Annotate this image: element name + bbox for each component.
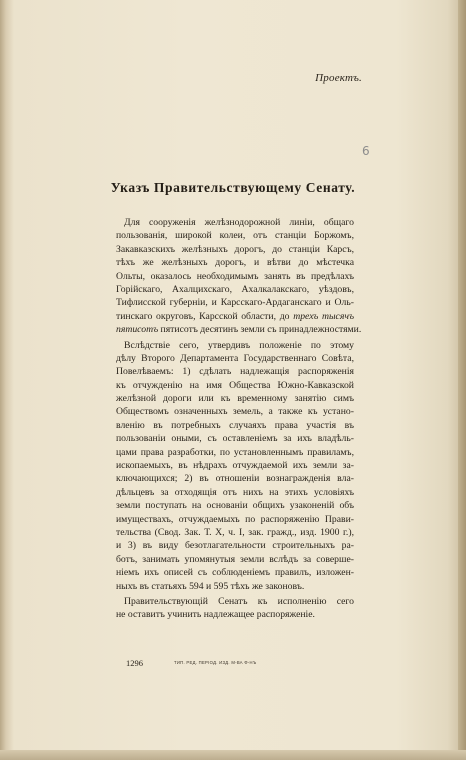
text-line: дѣлу Второго Департамента Государственнаго Совѣта, xyxy=(116,352,354,364)
text-fragment: тинскаго округовъ, Карсской области, до xyxy=(116,310,290,322)
draft-label: Проектъ. xyxy=(315,72,362,84)
emphasis-text: пятисотъ xyxy=(116,324,159,336)
text-line: Обществомъ означенныхъ земель, а также къ устано- xyxy=(116,406,354,418)
pencil-mark: 6 xyxy=(362,144,370,158)
text-line: Горійскаго, Ахалцихскаго, Ахалкалакскаго, уѣздовъ, xyxy=(116,283,354,295)
text-line: вленію въ потребныхъ случаяхъ права участія въ xyxy=(116,419,354,431)
text-line: Вслѣдствіе сего, утвердивъ положеніе по этому xyxy=(124,339,354,351)
text-line: ключающихся; 2) въ отношеніи вознагражденія вла- xyxy=(116,473,354,485)
text-line: ботъ, занимать упомянутыя земли вслѣдъ за соверше- xyxy=(116,553,354,565)
text-line xyxy=(116,323,362,336)
page-edge-right xyxy=(458,0,466,760)
text-line: Повелѣваемъ: 1) сдѣлать надлежащія распоряженія xyxy=(116,366,354,378)
text-line: Правительствующій Сенатъ къ исполненію сего xyxy=(124,595,354,607)
text-line: пользованія, широкой колеи, отъ станціи Боржомъ, xyxy=(116,230,354,242)
text-line: дѣльцевъ за отходящія отъ нихъ на этихъ условіяхъ xyxy=(116,486,354,498)
text-line: Тифлисской губерніи, и Карсскаго-Ардаганскаго и Оль- xyxy=(116,297,354,309)
text-line: Ольты, оказалось необходимымъ занять въ предѣлахъ xyxy=(116,270,354,282)
text-line: желѣзной дороги или къ временному занятію симъ xyxy=(116,393,354,405)
text-line: Для сооруженія желѣзнодорожной линіи, общаго xyxy=(124,217,354,228)
text-line: и 3) въ виду безотлагательности строительныхъ ра- xyxy=(116,540,354,552)
text-fragment: пятисотъ десятинъ земли съ принадлежностями. xyxy=(160,324,362,336)
text-line: ископаемыхъ, въ нѣдрахъ отчуждаемой ихъ земли за- xyxy=(116,460,354,472)
text-line: земли поступать на основаніи общихъ узаконеній объ xyxy=(116,500,354,512)
text-line: Закавказскихъ желѣзныхъ дорогъ, до станціи Карсъ, xyxy=(116,243,354,255)
document-title: Указъ Правительствующему Сенату. xyxy=(110,180,356,195)
emphasis-text: трехъ тысячъ xyxy=(293,310,355,322)
text-line: цами права разработки, по установленнымъ правиламъ, xyxy=(116,446,354,458)
text-line: тельства (Свод. Зак. Т. X, ч. I, зак. гражд., изд. 1900 г.), xyxy=(116,526,354,538)
text-line: ніемъ ихъ описей съ соблюденіемъ правилъ, изложен- xyxy=(116,567,354,579)
page-edge-bottom xyxy=(0,750,466,760)
decree-body xyxy=(116,216,362,622)
text-line xyxy=(116,310,354,323)
text-line: ныхъ въ статьяхъ 594 и 595 тѣхъ же законовъ. xyxy=(116,580,305,592)
printer-imprint: ТИП. РЕД. ПЕРІОД. ИЗД. М-ВА Ф-НЪ xyxy=(174,660,257,665)
page-number: 1296 xyxy=(126,658,143,668)
text-line: не оставитъ учинить надлежащее распоряженіе. xyxy=(116,609,315,621)
text-line: тѣхъ же желѣзныхъ дорогъ, и вѣтви до мѣстечка xyxy=(116,257,354,269)
text-line: пользованіи оными, съ оставленіемъ за ихъ владѣль- xyxy=(116,433,354,445)
text-line: къ отчужденію на имя Общества Южно-Кавказской xyxy=(116,379,354,391)
text-line: имуществахъ, отчуждаемыхъ по распоряженію Прави- xyxy=(116,513,354,525)
